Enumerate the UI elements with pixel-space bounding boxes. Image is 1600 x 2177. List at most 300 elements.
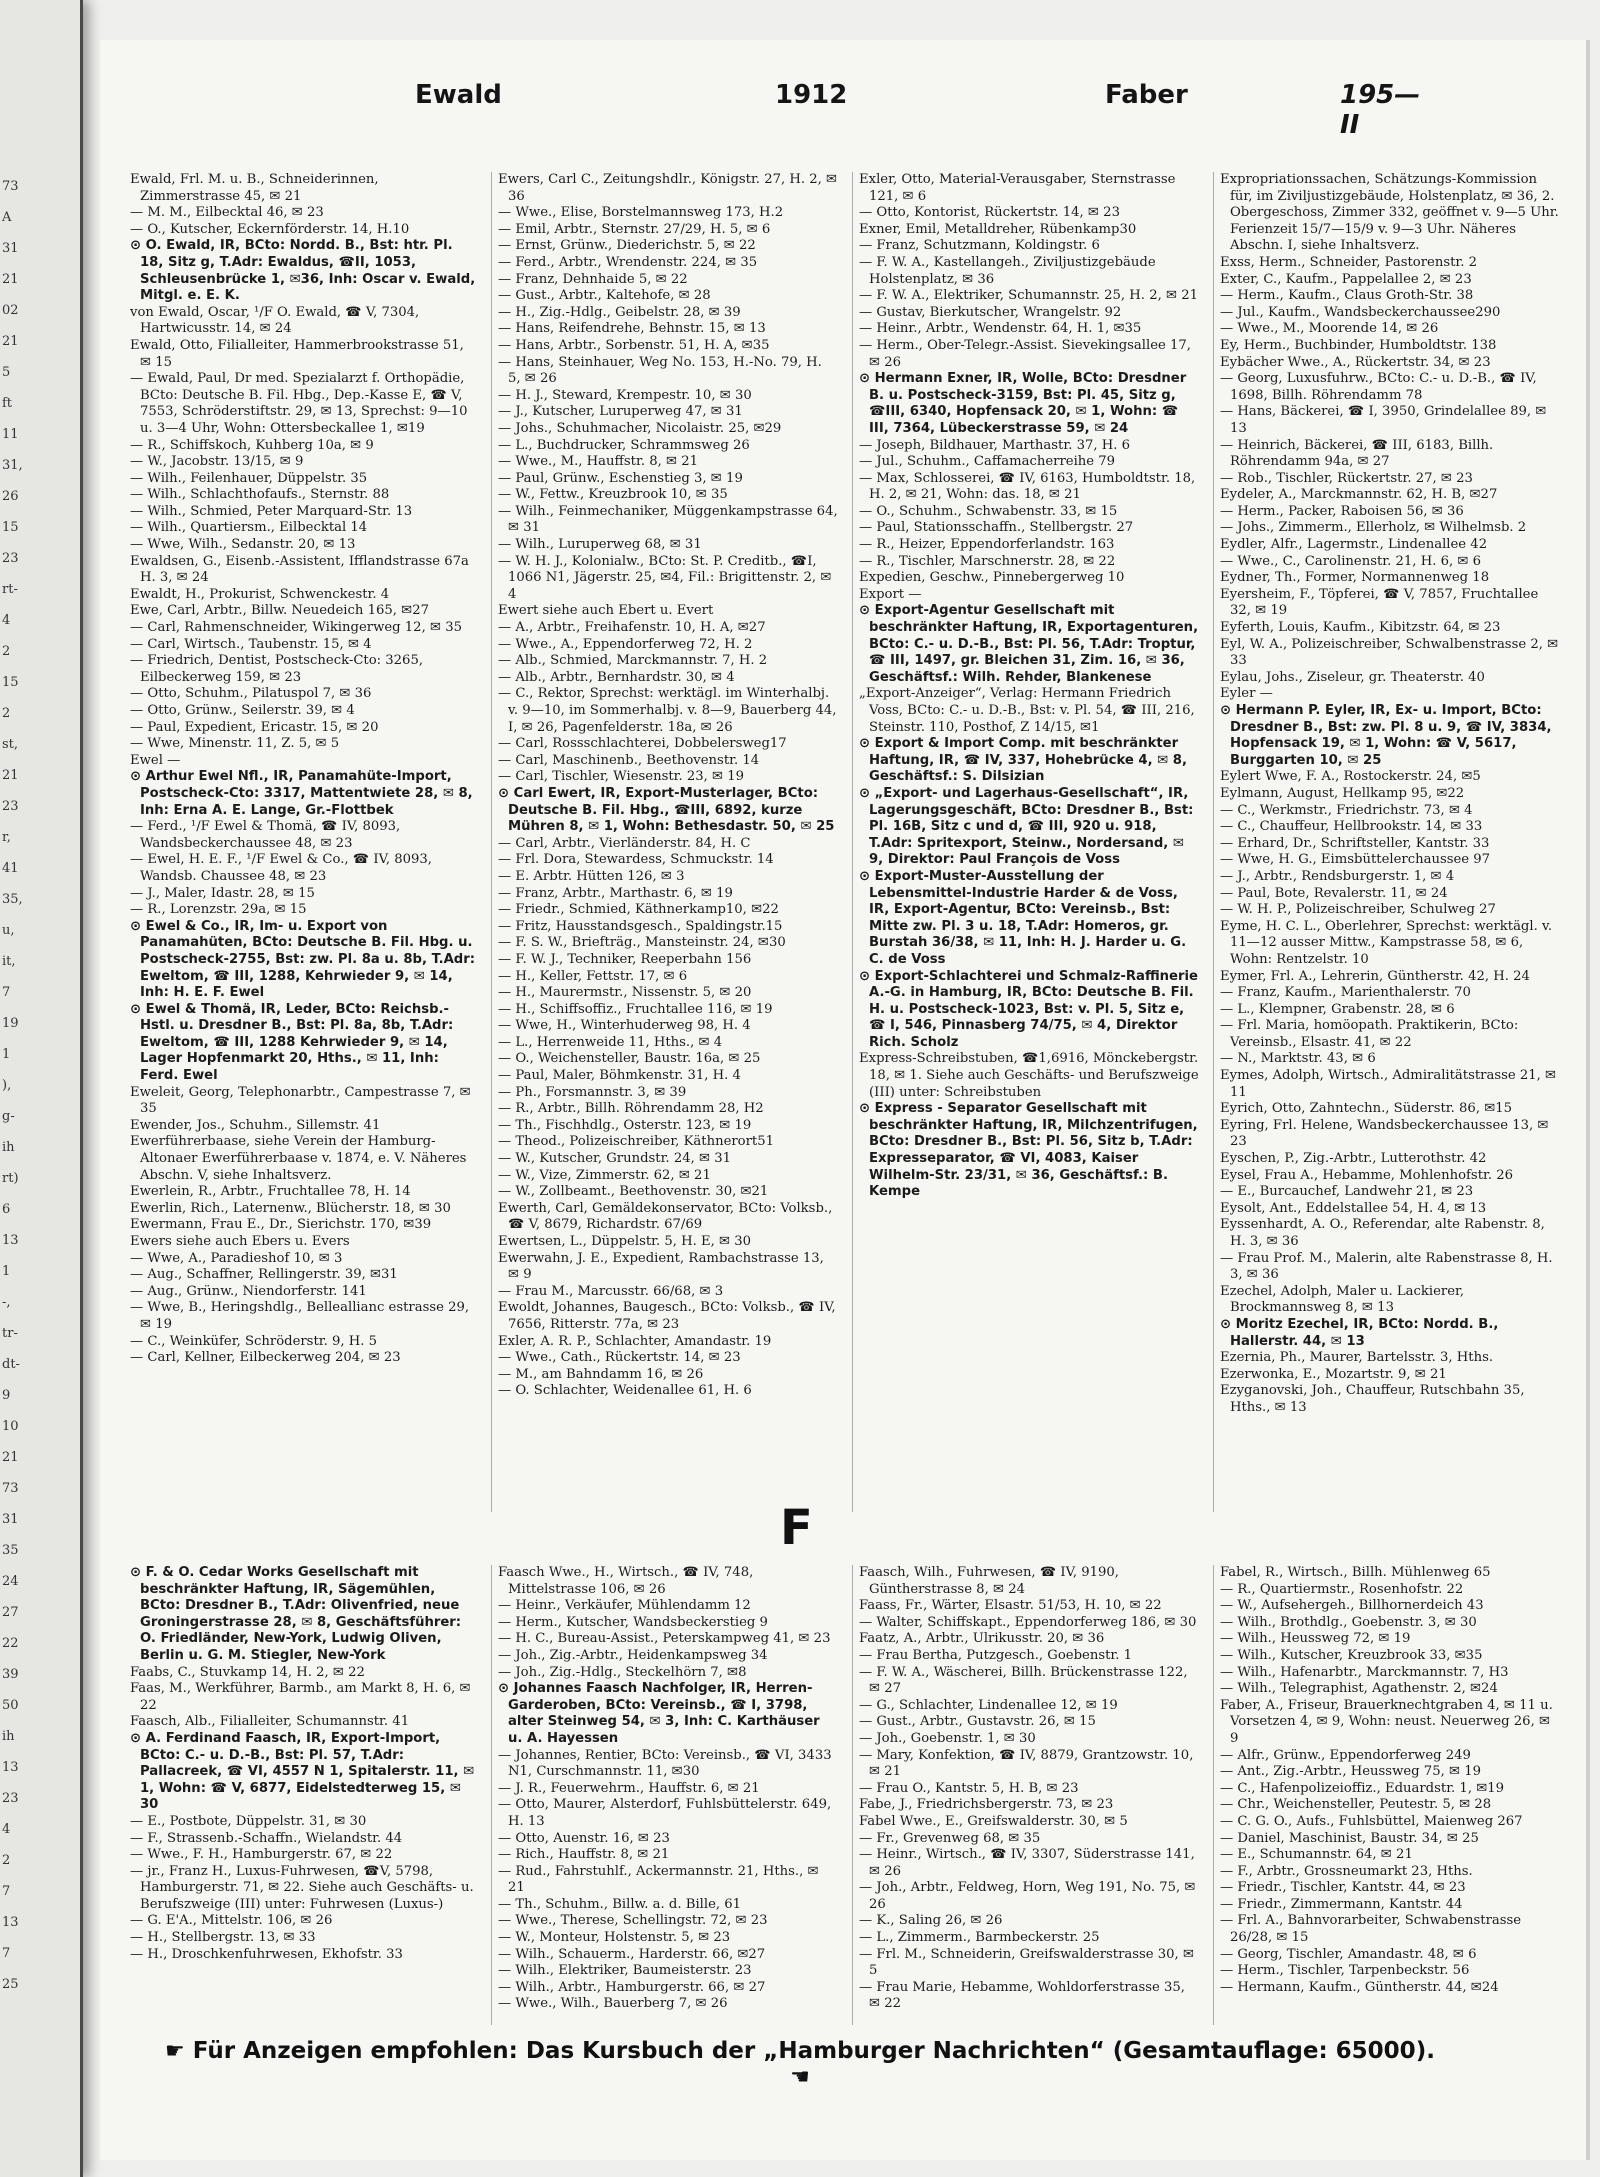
gutter-fragment: A [2, 210, 12, 225]
directory-entry: — Joh., Arbtr., Feldweg, Horn, Weg 191, No. 75, ✉ 26 [859, 1880, 1196, 1912]
directory-entry: — O., Schuhm., Schwabenstr. 33, ✉ 15 [859, 503, 1118, 519]
directory-entry: — Mary, Konfektion, ☎ IV, 8879, Grantzowstr. 10, ✉ 21 [859, 1747, 1194, 1780]
directory-entry: — Joseph, Bildhauer, Marthastr. 37, H. 6 [859, 437, 1131, 453]
gutter-fragment: 35, [2, 892, 23, 907]
directory-entry: — Carl, Kellner, Eilbeckerweg 204, ✉ 23 [130, 1350, 401, 1366]
directory-entry: Ezernia, Ph., Maurer, Bartelsstr. 3, Hths. [1220, 1350, 1494, 1366]
directory-entry: Faabs, C., Stuvkamp 14, H. 2, ✉ 22 [130, 1664, 365, 1680]
directory-entry: — Johannes, Rentier, BCto: Vereinsb., ☎ VI, 3433 N1, Curschmannstr. 11, ✉30 [498, 1747, 832, 1780]
directory-entry: Eyschen, P., Zig.-Arbtr., Lutterothstr. 42 [1220, 1151, 1487, 1167]
directory-entry: — Friedrich, Dentist, Postscheck-Cto: 3265, Eilbeckerweg 159, ✉ 23 [130, 653, 424, 685]
directory-entry: — Carl, Maschinenb., Beethovenstr. 14 [498, 752, 760, 768]
gutter-fragment: 26 [2, 489, 19, 504]
gutter-fragment: 25 [2, 1977, 19, 1992]
directory-entry: — Wwe., Wilh., Bauerberg 7, ✉ 26 [498, 1996, 728, 2012]
directory-entry: — Frau Bertha, Putzgesch., Goebenstr. 1 [859, 1647, 1133, 1663]
directory-entry: — W., Monteur, Holstenstr. 5, ✉ 23 [498, 1930, 731, 1946]
directory-entry: Eysel, Frau A., Hebamme, Mohlenhofstr. 26 [1220, 1167, 1514, 1183]
directory-entry: — F. W. A., Elektriker, Schumannstr. 25, H. 2, ✉ 21 [859, 288, 1198, 304]
directory-entry: — Gust., Arbtr., Kaltehofe, ✉ 28 [498, 288, 711, 304]
directory-entry: Expropriationssachen, Schätzungs-Kommission für, im Ziviljustizgebäude, Holstenplatz, ✉ 36, 2. Obergeschoss, Zimmer 332, geöffnet v. 9—5 Uhr. Ferienzeit 15/7—15/9 v. 9—3 Uhr. Näheres Abschn. I, siehe Inhaltsverz. [1220, 172, 1559, 254]
gutter-fragment: 2 [2, 644, 11, 659]
directory-entry: — Wilh., Telegraphist, Agathenstr. 2, ✉24 [1220, 1681, 1498, 1697]
directory-entry: — K., Saling 26, ✉ 26 [859, 1913, 1003, 1929]
directory-entry: — Paul, Stationsschaffn., Stellbergstr. 27 [859, 520, 1134, 536]
gutter-fragment: 31, [2, 458, 23, 473]
directory-entry: — Frau Prof. M., Malerin, alte Rabenstrasse 8, H. 3, ✉ 36 [1220, 1250, 1553, 1283]
directory-entry: — Theod., Polizeischreiber, Käthnerort51 [498, 1134, 775, 1150]
directory-entry: Fabel Wwe., E., Greifswalderstr. 30, ✉ 5 [859, 1813, 1128, 1829]
directory-entry: — F., Strassenb.-Schaffn., Wielandstr. 44 [130, 1830, 403, 1846]
directory-entry: — Max, Schlosserei, ☎ IV, 6163, Humboldtstr. 18, H. 2, ✉ 21, Wohn: das. 18, ✉ 21 [859, 470, 1196, 503]
directory-entry: — Wilh., Feinmechaniker, Müggenkampstrasse 64, ✉ 31 [498, 503, 838, 536]
firm-listing: ⊙ Export & Import Comp. mit beschränkter Haftung, IR, ☎ IV, 337, Hohebrücke 4, ✉ 8, Geschäftsf.: S. Dilsizian [859, 736, 1187, 785]
directory-column [130, 172, 477, 1512]
directory-entry: — J., Kutscher, Luruperweg 47, ✉ 31 [498, 404, 743, 420]
directory-entry: — Johs., Schuhmacher, Nicolaistr. 25, ✉29 [498, 420, 782, 436]
directory-entry: — Alb., Schmied, Marckmannstr. 7, H. 2 [498, 653, 768, 669]
gutter-fragment: 5 [2, 365, 11, 380]
directory-entry: — jr., Franz H., Luxus-Fuhrwesen, ☎V, 5798, Hamburgerstr. 71, ✉ 22. Siehe auch Geschäfts- u. Berufszweige (III) unter: Fuhrwesen (Luxus-) [130, 1863, 474, 1912]
directory-column [491, 172, 838, 1512]
directory-entry: — N., Marktstr. 43, ✉ 6 [1220, 1051, 1376, 1067]
firm-listing: ⊙ Export-Muster-Ausstellung der Lebensmittel-Industrie Harder & de Voss, IR, Export-Agentur, BCto: Vereinsb., Bst: Mitte zw. Pl. 3 u. 18, T.Adr: Homeros, gr. Burstah 36/38, ✉ 11, Inh: H. J. Harder u. G. C. de Voss [859, 868, 1187, 967]
gutter-fragment: tr- [2, 1326, 18, 1341]
gutter-fragment: 11 [2, 427, 19, 442]
gutter-fragment: 1 [2, 1047, 11, 1062]
gutter-fragment: st, [2, 737, 19, 752]
directory-entry: — Frl. M., Schneiderin, Greifswalderstrasse 30, ✉ 5 [859, 1946, 1194, 1979]
firm-listing: ⊙ Export-Agentur Gesellschaft mit beschränkter Haftung, IR, Exportagenturen, BCto: C.- u. D.-B., Bst: Pl. 56, T.Adr: Troptur, ☎ III, 1497, gr. Bleichen 31, Zim. 16, ✉ 36, Geschäftsf.: Wilh. Rehder, Blankenese [859, 603, 1199, 685]
firm-listing: ⊙ F. & O. Cedar Works Gesellschaft mit beschränkter Haftung, IR, Sägemühlen, BCto: Dresdner B., T.Adr: Olivenfried, neue Groningerstrasse 28, ✉ 8, Geschäftsführer: O. Friedländer, New-York, Ludwig Oliven, Berlin u. G. M. Stiegler, New-York [130, 1565, 462, 1663]
directory-entry: Eyme, H. C. L., Oberlehrer, Sprechst: werktägl. v. 11—12 ausser Mittw., Kampstrasse 58, ✉ 6, Wohn: Rentzelstr. 10 [1220, 918, 1553, 967]
directory-entry: Eweleit, Georg, Telephonarbtr., Campestrasse 7, ✉ 35 [130, 1084, 471, 1117]
directory-entry: — E., Schumannstr. 64, ✉ 21 [1220, 1847, 1413, 1863]
directory-entry: — Hans, Steinhauer, Weg No. 153, H.-No. 79, H. 5, ✉ 26 [498, 354, 822, 387]
directory-entry: — Paul, Grünw., Eschenstieg 3, ✉ 19 [498, 470, 743, 486]
gutter-fragment: 02 [2, 303, 19, 318]
directory-entry: Eyrich, Otto, Zahntechn., Süderstr. 86, ✉15 [1220, 1101, 1513, 1117]
directory-entry: — Heinr., Wirtsch., ☎ IV, 3307, Süderstrasse 141, ✉ 26 [859, 1847, 1195, 1879]
firm-listing: ⊙ Ewel & Co., IR, Im- u. Export von Panamahüten, BCto: Deutsche B. Fil. Hbg. u. Postscheck-2755, Bst: zw. Pl. 8a u. 8b, T.Adr: Eweltom, ☎ III, 1288, Kehrwieder 9, ✉ 14, Inh: H. E. F. Ewel [130, 918, 476, 1001]
directory-entry: Faass, Fr., Wärter, Elsastr. 51/53, H. 10, ✉ 22 [859, 1598, 1162, 1614]
directory-entry: — Rich., Hauffstr. 8, ✉ 21 [498, 1847, 670, 1863]
directory-entry: — H., Maurermstr., Nissenstr. 5, ✉ 20 [498, 985, 752, 1001]
gutter-fragment: u, [2, 923, 15, 938]
directory-entry: — O., Kutscher, Eckernförderstr. 14, H.10 [130, 221, 410, 237]
directory-entry: — Hans, Arbtr., Sorbenstr. 51, H. A, ✉35 [498, 337, 770, 353]
directory-entry: — W., Kutscher, Grundstr. 24, ✉ 31 [498, 1151, 732, 1167]
directory-entry: — Rud., Fahrstuhlf., Ackermannstr. 21, Hths., ✉ 21 [498, 1863, 819, 1896]
gutter-fragment: 4 [2, 613, 11, 628]
directory-entry: Ewerwahn, J. E., Expedient, Rambachstrasse 13, ✉ 9 [498, 1250, 824, 1283]
directory-column [1213, 1565, 1560, 2025]
directory-entry: — Ernst, Grünw., Diederichstr. 5, ✉ 22 [498, 238, 756, 254]
firm-listing: ⊙ Express - Separator Gesellschaft mit beschränkter Haftung, IR, Milchzentrifugen, BCto: Dresdner B., Bst: Pl. 56, Sitz b, T.Adr: Expresseparator, ☎ VI, 4083, Kaiser Wilhelm-Str. 23/31, ✉ 36, Geschäftsf.: B. Kempe [859, 1101, 1198, 1200]
directory-entry: — W., Jacobstr. 13/15, ✉ 9 [130, 454, 304, 470]
gutter-fragment: ih [2, 1140, 15, 1155]
directory-entry: — Alb., Arbtr., Bernhardstr. 30, ✉ 4 [498, 669, 735, 685]
directory-entry: — M., am Bahndamm 16, ✉ 26 [498, 1366, 704, 1382]
directory-entry: Ewel — [130, 752, 181, 768]
gutter-fragment: g- [2, 1109, 15, 1124]
directory-entry: — Heinr., Arbtr., Wendenstr. 64, H. 1, ✉35 [859, 321, 1142, 337]
directory-entry: — Aug., Schaffner, Rellingerstr. 39, ✉31 [130, 1267, 398, 1283]
directory-entry: — R., Lorenzstr. 29a, ✉ 15 [130, 902, 307, 918]
directory-entry: Eyersheim, F., Töpferei, ☎ V, 7857, Fruchtallee 32, ✉ 19 [1220, 586, 1539, 619]
directory-entry: — Wwe., F. H., Hamburgerstr. 67, ✉ 22 [130, 1847, 393, 1863]
directory-entry: Ewaldsen, G., Eisenb.-Assistent, Ifflandstrasse 67a H. 3, ✉ 24 [130, 553, 469, 586]
gutter-fragment: 21 [2, 334, 19, 349]
directory-entry: — Paul, Maler, Böhmkenstr. 31, H. 4 [498, 1068, 741, 1084]
directory-entry: — Friedr., Schmied, Käthnerkamp10, ✉22 [498, 902, 779, 918]
directory-entry: Eylau, Johs., Ziseleur, gr. Theaterstr. 40 [1220, 669, 1485, 685]
directory-entry: Faatz, A., Arbtr., Ulrikusstr. 20, ✉ 36 [859, 1631, 1105, 1647]
directory-entry: — Wwe, Minenstr. 11, Z. 5, ✉ 5 [130, 736, 340, 752]
directory-entry: Eylert Wwe, F. A., Rostockerstr. 24, ✉5 [1220, 769, 1481, 785]
firm-listing: ⊙ O. Ewald, IR, BCto: Nordd. B., Bst: htr. Pl. 18, Sitz g, T.Adr: Ewaldus, ☎II, 1053, Schleusenbrücke 1, ✉36, Inh: Oscar v. Ewald, Mitgl. e. E. K. [130, 238, 476, 304]
firm-listing: ⊙ „Export- und Lagerhaus-Gesellschaft“, IR, Lagerungsgeschäft, BCto: Dresdner B., Bst: Pl. 16B, Sitz c und d, ☎ III, 920 u. 918, T.Adr: Spritexport, Steinw., Nordersand, ✉ 9, Direktor: Paul François de Voss [859, 785, 1194, 868]
directory-entry: Eyler — [1220, 686, 1273, 702]
directory-entry: Fabel, R., Wirtsch., Billh. Mühlenweg 65 [1220, 1565, 1491, 1580]
directory-entry: — Ferd., ¹/F Ewel & Thomä, ☎ IV, 8093, Wandsbeckerchaussee 48, ✉ 23 [130, 819, 401, 851]
gutter-fragment: 31 [2, 1512, 19, 1527]
directory-entry: — J., Arbtr., Rendsburgerstr. 1, ✉ 4 [1220, 868, 1455, 884]
directory-entry: — Frau M., Marcusstr. 66/68, ✉ 3 [498, 1283, 724, 1299]
directory-entry: — Franz, Kaufm., Marienthalerstr. 70 [1220, 985, 1471, 1001]
directory-entry: — F. W. A., Kastellangeh., Ziviljustizgebäude Holstenplatz, ✉ 36 [859, 254, 1156, 287]
gutter-fragment: 7 [2, 1884, 11, 1899]
directory-entry: — R., Arbtr., Billh. Röhrendamm 28, H2 [498, 1101, 764, 1117]
gutter-fragment: 22 [2, 1636, 19, 1651]
top-directory-columns [130, 172, 1560, 1512]
directory-entry: — W., Aufsehergeh., Billhornerdeich 43 [1220, 1598, 1484, 1614]
directory-column [1213, 172, 1560, 1512]
directory-entry: — Wwe., Therese, Schellingstr. 72, ✉ 23 [498, 1913, 768, 1929]
directory-entry: von Ewald, Oscar, ¹/F O. Ewald, ☎ V, 7304, Hartwicusstr. 14, ✉ 24 [130, 304, 420, 337]
directory-entry: — Herm., Ober-Telegr.-Assist. Sievekingsallee 17, ✉ 26 [859, 337, 1191, 370]
directory-entry: — Wwe, Wilh., Sedanstr. 20, ✉ 13 [130, 537, 356, 553]
directory-entry: Ewald, Otto, Filialleiter, Hammerbrookstrasse 51, ✉ 15 [130, 337, 464, 370]
directory-entry: Ezechel, Adolph, Maler u. Lackierer, Brockmannsweg 8, ✉ 13 [1220, 1283, 1465, 1316]
gutter-fragment: rt) [2, 1171, 19, 1186]
directory-entry: — Wwe., C., Carolinenstr. 21, H. 6, ✉ 6 [1220, 553, 1481, 569]
directory-entry: — H., Zig.-Hdlg., Geibelstr. 28, ✉ 39 [498, 304, 741, 320]
directory-entry: Ewertsen, L., Düppelstr. 5, H. E, ✉ 30 [498, 1234, 752, 1249]
gutter-fragment: 27 [2, 1605, 19, 1620]
directory-entry: — Ewald, Paul, Dr med. Spezialarzt f. Orthopädie, BCto: Deutsche B. Fil. Hbg., Dep.-Kasse E, ☎ V, 7553, Schröderstiftstr. 29, ✉ 13, Sprechst: 9—10 u. 3—4 Uhr, Wohn: Ottersbeckallee 1, ✉19 [130, 371, 468, 436]
directory-entry: — H., Stellbergstr. 13, ✉ 33 [130, 1930, 316, 1946]
directory-entry: — Ant., Zig.-Arbtr., Heussweg 75, ✉ 19 [1220, 1764, 1481, 1780]
directory-entry: — A., Arbtr., Freihafenstr. 10, H. A, ✉27 [498, 620, 766, 636]
directory-entry: Ewaldt, H., Prokurist, Schwenckestr. 4 [130, 586, 390, 602]
directory-entry: Eyssenhardt, A. O., Referendar, alte Rabenstr. 8, H. 3, ✉ 36 [1220, 1217, 1545, 1249]
directory-entry: — H. C., Bureau-Assist., Peterskampweg 41, ✉ 23 [498, 1631, 831, 1647]
gutter-fragment: 41 [2, 861, 19, 876]
gutter-fragment: 23 [2, 1791, 19, 1806]
firm-listing: ⊙ Hermann P. Eyler, IR, Ex- u. Import, BCto: Dresdner B., Bst: zw. Pl. 8 u. 9, ☎ IV, 3834, Hopfensack 19, ✉ 1, Wohn: ☎ V, 5617, Burggarten 10, ✉ 25 [1220, 703, 1552, 768]
directory-entry: — W., Zollbeamt., Beethovenstr. 30, ✉21 [498, 1184, 769, 1200]
directory-entry: Faasch, Wilh., Fuhrwesen, ☎ IV, 9190, Güntherstrasse 8, ✉ 24 [859, 1565, 1119, 1597]
directory-entry: — Otto, Auenstr. 16, ✉ 23 [498, 1830, 670, 1846]
gutter-fragment: 19 [2, 1016, 19, 1031]
directory-entry: — E., Burcauchef, Landwehr 21, ✉ 23 [1220, 1184, 1474, 1200]
header-first-name: Ewald [415, 80, 502, 110]
directory-entry: — Carl, Arbtr., Vierländerstr. 84, H. C [498, 835, 751, 851]
directory-entry: Ewermann, Frau E., Dr., Sierichstr. 170, ✉39 [130, 1217, 432, 1233]
advertisement-footer [160, 2038, 1440, 2090]
directory-entry: — Otto, Grünw., Seilerstr. 39, ✉ 4 [130, 703, 355, 718]
gutter-fragment: 2 [2, 1853, 11, 1868]
directory-entry: Ewerlein, R., Arbtr., Fruchtallee 78, H. 14 [130, 1184, 411, 1200]
directory-entry: — Paul, Bote, Revalerstr. 11, ✉ 24 [1220, 885, 1448, 901]
directory-entry: — Wilh., Feilenhauer, Düppelstr. 35 [130, 470, 368, 486]
directory-entry: Eybächer Wwe., A., Rückertstr. 34, ✉ 23 [1220, 354, 1491, 370]
directory-entry: Eymes, Adolph, Wirtsch., Admiralitätstrasse 21, ✉ 11 [1220, 1068, 1557, 1100]
directory-entry: — Frau O., Kantstr. 5, H. B, ✉ 23 [859, 1780, 1079, 1796]
directory-entry: Exter, C., Kaufm., Pappelallee 2, ✉ 23 [1220, 271, 1472, 287]
header-last-name: Faber [1105, 80, 1188, 110]
firm-listing: ⊙ Ewel & Thomä, IR, Leder, BCto: Reichsb.-Hstl. u. Dresdner B., Bst: Pl. 8a, 8b, T.Adr: Eweltom, ☎ III, 1288 Kehrwieder 9, ✉ 14, Lager Hopfenmarkt 20, Hths., ✉ 11, Inh: Ferd. Ewel [130, 1001, 454, 1084]
directory-entry: — J. R., Feuerwehrm., Hauffstr. 6, ✉ 21 [498, 1780, 760, 1796]
directory-entry: — Hans, Reifendrehe, Behnstr. 15, ✉ 13 [498, 321, 766, 337]
directory-entry: — Chr., Weichensteller, Peutestr. 5, ✉ 28 [1220, 1797, 1492, 1813]
directory-entry: — Joh., Zig.-Hdlg., Steckelhörn 7, ✉8 [498, 1664, 747, 1680]
directory-entry: — Wilh., Brothdlg., Goebenstr. 3, ✉ 30 [1220, 1614, 1477, 1630]
directory-entry: — Th., Fischhdlg., Osterstr. 123, ✉ 19 [498, 1117, 752, 1133]
directory-entry: — Ewel, H. E. F., ¹/F Ewel & Co., ☎ IV, 8093, Wandsb. Chaussee 48, ✉ 23 [130, 852, 432, 884]
gutter-fragment: 73 [2, 1481, 19, 1496]
directory-entry: — L., Klempner, Grabenstr. 28, ✉ 6 [1220, 1001, 1455, 1017]
directory-entry: — E., Postbote, Düppelstr. 31, ✉ 30 [130, 1813, 367, 1829]
directory-entry: Eydeler, A., Marckmannstr. 62, H. B, ✉27 [1220, 487, 1498, 503]
directory-entry: — Wwe., Elise, Borstelmannsweg 173, H.2 [498, 205, 784, 221]
directory-entry: — Friedr., Zimmermann, Kantstr. 44 [1220, 1896, 1463, 1912]
directory-entry: — Th., Schuhm., Billw. a. d. Bille, 61 [498, 1896, 742, 1912]
footer-text: Für Anzeigen empfohlen: Das Kursbuch der „Hamburger Nachrichten“ (Gesamtauflage: 65000). [192, 2038, 1435, 2064]
directory-entry: — Wilh., Quartiersm., Eilbecktal 14 [130, 520, 368, 536]
directory-entry: Export — [859, 586, 922, 602]
directory-entry: — W. H. P., Polizeischreiber, Schulweg 27 [1220, 902, 1496, 918]
directory-entry: — F. W. A., Wäscherei, Billh. Brückenstrasse 122, ✉ 27 [859, 1664, 1188, 1697]
gutter-fragment: 21 [2, 272, 19, 287]
firm-listing: ⊙ Carl Ewert, IR, Export-Musterlager, BCto: Deutsche B. Fil. Hbg., ☎III, 6892, kurze Mühren 8, ✉ 1, Wohn: Bethesdastr. 50, ✉ 25 [498, 785, 835, 835]
directory-entry: — Joh., Goebenstr. 1, ✉ 30 [859, 1730, 1036, 1746]
directory-entry: Ewers, Carl C., Zeitungshdlr., Königstr. 27, H. 2, ✉ 36 [498, 172, 838, 204]
firm-listing: ⊙ Moritz Ezechel, IR, BCto: Nordd. B., Hallerstr. 44, ✉ 13 [1220, 1316, 1499, 1349]
directory-entry: — Herm., Kaufm., Claus Groth-Str. 38 [1220, 288, 1474, 304]
firm-listing: ⊙ Hermann Exner, IR, Wolle, BCto: Dresdner B. u. Postscheck-3159, Bst: Pl. 45, Sitz g, ☎III, 6340, Hopfensack 20, ✉ 1, Wohn: ☎ III, 7364, Lübeckerstrasse 59, ✉ 24 [859, 371, 1187, 436]
directory-entry: Exner, Emil, Metalldreher, Rübenkamp30 [859, 221, 1137, 237]
directory-entry: Ewerth, Carl, Gemäldekonservator, BCto: Volksb., ☎ V, 8679, Richardstr. 67/69 [498, 1200, 833, 1233]
gutter-fragment: ft [2, 396, 13, 411]
directory-entry: — Otto, Maurer, Alsterdorf, Fuhlsbüttelerstr. 649, H. 13 [498, 1797, 832, 1829]
directory-entry: — Rob., Tischler, Rückertstr. 27, ✉ 23 [1220, 470, 1473, 486]
directory-entry: — Wilh., Luruperweg 68, ✉ 31 [498, 537, 702, 553]
directory-entry: — F., Arbtr., Grossneumarkt 23, Hths. [1220, 1863, 1473, 1879]
directory-entry: Ewender, Jos., Schuhm., Sillemstr. 41 [130, 1117, 381, 1133]
directory-entry: — Daniel, Maschinist, Baustr. 34, ✉ 25 [1220, 1830, 1479, 1846]
directory-entry: — Carl, Rahmenschneider, Wikingerweg 12, ✉ 35 [130, 620, 462, 636]
directory-entry: — Gustav, Bierkutscher, Wrangelstr. 92 [859, 304, 1122, 320]
gutter-fragment: 73 [2, 179, 19, 194]
gutter-fragment: 13 [2, 1760, 19, 1775]
gutter-fragment: rt- [2, 582, 18, 597]
directory-entry: — R., Tischler, Marschnerstr. 28, ✉ 22 [859, 553, 1116, 569]
previous-page-edge [0, 0, 83, 2177]
gutter-fragment: 13 [2, 1233, 19, 1248]
directory-entry: — Wilh., Heussweg 72, ✉ 19 [1220, 1631, 1411, 1647]
directory-entry: — H., Schiffsoffiz., Fruchtallee 116, ✉ 19 [498, 1001, 773, 1017]
directory-entry: Eyl, W. A., Polizeischreiber, Schwalbenstrasse 2, ✉ 33 [1220, 636, 1559, 669]
directory-entry: — Wilh., Kutscher, Kreuzbrook 33, ✉35 [1220, 1647, 1483, 1663]
gutter-fragment: 13 [2, 1915, 19, 1930]
firm-listing: ⊙ A. Ferdinand Faasch, IR, Export-Import, BCto: C.- u. D.-B., Bst: Pl. 57, T.Adr: Pallacreek, ☎ VI, 4557 N 1, Spitalerstr. 11, ✉ 1, Wohn: ☎ V, 6877, Eidelstedterweg 15, ✉ 30 [130, 1730, 475, 1813]
gutter-fragment: 1 [2, 1264, 11, 1279]
directory-entry: — Georg, Luxusfuhrw., BCto: C.- u. D.-B., ☎ IV, 1698, Billh. Röhrendamm 78 [1220, 371, 1537, 403]
directory-entry: — Carl, Tischler, Wiesenstr. 23, ✉ 19 [498, 769, 745, 785]
directory-entry: Ewers siehe auch Ebers u. Evers [130, 1234, 350, 1249]
gutter-fragment: 7 [2, 985, 11, 1000]
directory-entry: — Heinrich, Bäckerei, ☎ III, 6183, Billh. Röhrendamm 94a, ✉ 27 [1220, 437, 1494, 470]
bottom-directory-columns [130, 1565, 1560, 2025]
directory-entry: Faasch Wwe., H., Wirtsch., ☎ IV, 748, Mittelstrasse 106, ✉ 26 [498, 1565, 754, 1597]
directory-entry: — O. Schlachter, Weidenallee 61, H. 6 [498, 1383, 752, 1399]
directory-entry: — Jul., Schuhm., Caffamacherreihe 79 [859, 454, 1116, 470]
gutter-fragment: 7 [2, 1946, 11, 1961]
gutter-fragment: 21 [2, 768, 19, 783]
directory-entry: — Frau Marie, Hebamme, Wohldorferstrasse 35, ✉ 22 [859, 1979, 1185, 2012]
directory-entry: Fabe, J., Friedrichsbergerstr. 73, ✉ 23 [859, 1797, 1114, 1813]
directory-entry: — C., Weinküfer, Schröderstr. 9, H. 5 [130, 1333, 378, 1349]
gutter-fragment: r, [2, 830, 11, 845]
directory-entry: — R., Heizer, Eppendorferlandstr. 163 [859, 537, 1115, 553]
directory-entry: — Wilh., Schmied, Peter Marquard-Str. 13 [130, 503, 413, 519]
directory-entry: — Carl, Wirtsch., Taubenstr. 15, ✉ 4 [130, 636, 372, 652]
directory-entry: Ewald, Frl. M. u. B., Schneiderinnen, Zimmerstrasse 45, ✉ 21 [130, 172, 379, 204]
directory-entry: — C., Hafenpolizeioffiz., Eduardstr. 1, ✉19 [1220, 1780, 1505, 1796]
directory-entry: — O., Weichensteller, Baustr. 16a, ✉ 25 [498, 1051, 761, 1067]
directory-entry: Ewerlin, Rich., Laternenw., Blücherstr. 18, ✉ 30 [130, 1200, 451, 1216]
directory-entry: Exss, Herm., Schneider, Pastorenstr. 2 [1220, 254, 1478, 270]
directory-entry: — Georg, Tischler, Amandastr. 48, ✉ 6 [1220, 1946, 1477, 1962]
gutter-fragment: 39 [2, 1667, 19, 1682]
gutter-fragment: 35 [2, 1543, 19, 1558]
directory-entry: Ey, Herm., Buchbinder, Humboldtstr. 138 [1220, 337, 1497, 353]
page-edge [1586, 40, 1590, 2160]
directory-entry: Ewe, Carl, Arbtr., Billw. Neuedeich 165, ✉27 [130, 603, 429, 619]
directory-entry: — F. S. W., Briefträg., Mansteinstr. 24, ✉30 [498, 935, 786, 951]
directory-entry: Eyring, Frl. Helene, Wandsbeckerchaussee 13, ✉ 23 [1220, 1117, 1549, 1150]
directory-entry: — H., Droschkenfuhrwesen, Ekhofstr. 33 [130, 1946, 403, 1962]
directory-entry: — H. J., Steward, Krempestr. 10, ✉ 30 [498, 387, 752, 403]
gutter-fragment: 50 [2, 1698, 19, 1713]
gutter-fragment: ), [2, 1078, 12, 1093]
directory-entry: — Wwe., M., Moorende 14, ✉ 26 [1220, 321, 1439, 337]
directory-entry: — R., Schiffskoch, Kuhberg 10a, ✉ 9 [130, 437, 374, 453]
directory-entry: — Hermann, Kaufm., Güntherstr. 44, ✉24 [1220, 1979, 1499, 1995]
directory-entry: — Wwe., A., Eppendorferweg 72, H. 2 [498, 636, 753, 652]
gutter-fragment: -, [2, 1295, 11, 1310]
directory-entry: — Aug., Grünw., Niendorferstr. 141 [130, 1283, 367, 1299]
directory-entry: — C., Rektor, Sprechst: werktägl. im Winterhalbj. v. 9—10, im Sommerhalbj. v. 8—9, Bauerberg 44, I, ✉ 26, Pagenfelderstr. 18a, ✉ 26 [498, 686, 837, 735]
section-letter: F [780, 1500, 813, 1556]
directory-entry: Faas, M., Werkführer, Barmb., am Markt 8, H. 6, ✉ 22 [130, 1681, 471, 1713]
directory-entry: — Franz, Dehnhaide 5, ✉ 22 [498, 271, 688, 287]
directory-entry: — W., Vize, Zimmerstr. 62, ✉ 21 [498, 1167, 711, 1183]
directory-entry: — Erhard, Dr., Schriftsteller, Kantstr. 33 [1220, 835, 1490, 851]
directory-entry: — H., Keller, Fettstr. 17, ✉ 6 [498, 968, 688, 984]
directory-entry: — Franz, Schutzmann, Koldingstr. 6 [859, 238, 1100, 254]
directory-entry: — C., Werkmstr., Friedrichstr. 73, ✉ 4 [1220, 802, 1473, 818]
directory-entry: Eydner, Th., Former, Normannenweg 18 [1220, 570, 1490, 586]
directory-entry: — Frl. A., Bahnvorarbeiter, Schwabenstrasse 26/28, ✉ 15 [1220, 1913, 1522, 1946]
directory-entry: — Wwe, B., Heringshdlg., Belleallianc estrasse 29, ✉ 19 [130, 1300, 470, 1332]
directory-entry: Eydler, Alfr., Lagermstr., Lindenallee 42 [1220, 537, 1488, 553]
directory-entry: — G., Schlachter, Lindenallee 12, ✉ 19 [859, 1697, 1118, 1713]
gutter-fragment: it, [2, 954, 16, 969]
directory-entry: — C. G. O., Aufs., Fuhlsbüttel, Maienweg 267 [1220, 1813, 1523, 1829]
directory-entry: Ewerführerbaase, siehe Verein der Hamburg-Altonaer Ewerführerbaase v. 1874, e. V. Näheres Abschn. V, siehe Inhaltsverz. [130, 1134, 467, 1183]
gutter-fragment: 6 [2, 1202, 11, 1217]
directory-entry: — Wwe, H., Winterhuderweg 98, H. 4 [498, 1018, 751, 1034]
directory-entry: Ewoldt, Johannes, Baugesch., BCto: Volksb., ☎ IV, 7656, Ritterstr. 77a, ✉ 23 [498, 1300, 836, 1332]
directory-entry: — Herm., Kutscher, Wandsbeckerstieg 9 [498, 1614, 768, 1630]
directory-entry: — Jul., Kaufm., Wandsbeckerchaussee290 [1220, 304, 1501, 320]
directory-entry: — L., Zimmerm., Barmbeckerstr. 25 [859, 1930, 1100, 1946]
firm-listing: ⊙ Johannes Faasch Nachfolger, IR, Herren-Garderoben, BCto: Vereinsb., ☎ I, 3798, alter Steinweg 54, ✉ 3, Inh: C. Karthäuser u. A. Hayessen [498, 1681, 820, 1746]
directory-entry: Eysolt, Ant., Eddelstallee 54, H. 4, ✉ 13 [1220, 1200, 1487, 1216]
pointing-hand-icon: ☚ [790, 2065, 810, 2090]
directory-column [852, 1565, 1199, 2025]
directory-entry: — Wilh., Schauerm., Harderstr. 66, ✉27 [498, 1946, 766, 1962]
directory-entry: Express-Schreibstuben, ☎1,6916, Mönckebergstr. 18, ✉ 1. Siehe auch Geschäfts- und Berufszweige (III) unter: Schreibstuben [859, 1051, 1199, 1100]
directory-entry: — Wilh., Hafenarbtr., Marckmannstr. 7, H3 [1220, 1664, 1509, 1680]
directory-entry: — Wilh., Arbtr., Hamburgerstr. 66, ✉ 27 [498, 1979, 766, 1995]
directory-entry: — Walter, Schiffskapt., Eppendorferweg 186, ✉ 30 [859, 1614, 1197, 1630]
directory-entry: — Fr., Grevenweg 68, ✉ 35 [859, 1830, 1041, 1846]
directory-entry: — Herm., Tischler, Tarpenbeckstr. 56 [1220, 1963, 1470, 1979]
header-page-number: 195—II [1340, 80, 1421, 140]
directory-entry: Faasch, Alb., Filialleiter, Schumannstr. 41 [130, 1714, 410, 1730]
directory-entry: — W., Fettw., Kreuzbrook 10, ✉ 35 [498, 487, 728, 503]
gutter-fragment: ih [2, 1729, 15, 1744]
directory-entry: — Wilh., Schlachthofaufs., Sternstr. 88 [130, 487, 390, 503]
gutter-fragment: 9 [2, 1388, 11, 1403]
gutter-fragment: 15 [2, 520, 19, 535]
directory-entry: — Emil, Arbtr., Sternstr. 27/29, H. 5, ✉ 6 [498, 221, 771, 237]
directory-entry: Ezerwonka, E., Mozartstr. 9, ✉ 21 [1220, 1366, 1447, 1382]
directory-entry: Eylmann, August, Hellkamp 95, ✉22 [1220, 785, 1465, 801]
firm-listing: ⊙ Arthur Ewel Nfl., IR, Panamahüte-Import, Postscheck-Cto: 3317, Mattentwiete 28, ✉ 8, Inh: Erna A. E. Lange, Gr.-Flottbek [130, 769, 473, 818]
directory-entry: — G. E'A., Mittelstr. 106, ✉ 26 [130, 1913, 333, 1929]
directory-entry: — Joh., Zig.-Arbtr., Heidenkampsweg 34 [498, 1647, 768, 1663]
directory-entry: Exler, Otto, Material-Verausgaber, Sternstrasse 121, ✉ 6 [859, 172, 1176, 204]
gutter-fragment: 24 [2, 1574, 19, 1589]
directory-entry: — L., Herrenweide 11, Hths., ✉ 4 [498, 1034, 723, 1050]
directory-entry: Eyferth, Louis, Kaufm., Kibitzstr. 64, ✉ 23 [1220, 620, 1501, 636]
directory-entry: — Heinr., Verkäufer, Mühlendamm 12 [498, 1598, 751, 1614]
directory-entry: — M. M., Eilbecktal 46, ✉ 23 [130, 205, 324, 221]
directory-entry: — F. W. J., Techniker, Reeperbahn 156 [498, 951, 752, 967]
directory-entry: — C., Chauffeur, Hellbrookstr. 14, ✉ 33 [1220, 819, 1483, 835]
directory-entry: — L., Buchdrucker, Schrammsweg 26 [498, 437, 750, 453]
gutter-fragment: 31 [2, 241, 19, 256]
directory-entry: — Gust., Arbtr., Gustavstr. 26, ✉ 15 [859, 1714, 1096, 1730]
directory-entry: — Otto, Kontorist, Rückertstr. 14, ✉ 23 [859, 205, 1120, 221]
gutter-fragment: 23 [2, 799, 19, 814]
directory-entry: Exler, A. R. P., Schlachter, Amandastr. 19 [498, 1333, 772, 1349]
